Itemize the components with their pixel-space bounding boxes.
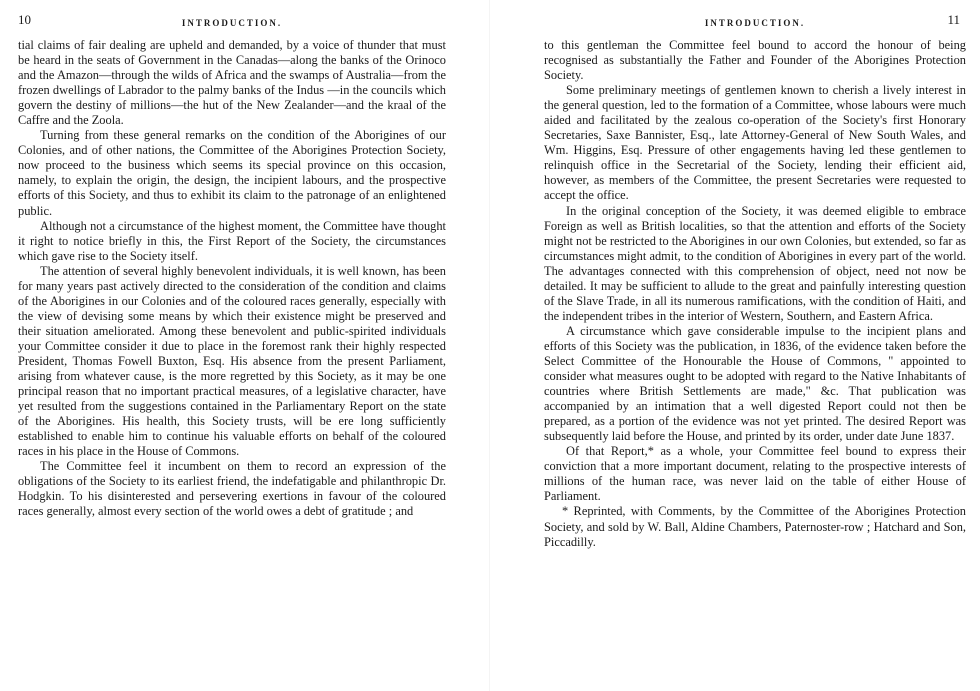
paragraph: The attention of several highly benevolent individuals, it is well known, has been for many years past actively directed to the consideration of the condition and claims of the Aborigines in our Colonies and of the coloured races generally, especially with the view of devising some means by which their existence might be preserved and their situation ameliorated. Among these benevolent and public-spirited individuals your Committee consider it due to place in the foremost rank their highly respected President, Thomas Fowell Buxton, Esq. His absence from the present Parliament, arising from whatever cause, is the more regretted by this Society, as it may be one principal reason that no important practical measures, of a legislative character, have yet resulted from the suggestions contained in the Parliamentary Report on the state of the Aborigines. His health, this Society trusts, will be ere long sufficiently established to enable him to continue his valuable efforts on behalf of the coloured races in his place in the House of Commons. — [18, 263, 446, 459]
left-page-number: 10 — [18, 12, 31, 27]
right-running-head — [544, 8, 966, 30]
paragraph: tial claims of fair dealing are upheld and demanded, by a voice of thunder that must be heard in the seats of Government in the Canadas—along the banks of the Orinoco and the Amazon—through the wilds of Africa and the swamps of Australia—from the frozen dwellings of Labrador to the palmy banks of the Indus —in the councils which govern the destiny of millions—the hut of the New Zealander—and the kraal of the Caffre and the Zoola. — [18, 38, 446, 128]
paragraph: Although not a circumstance of the highest moment, the Committee have thought it right to notice briefly in this, the First Report of the Society, the circumstances which gave rise to the Society itself. — [18, 218, 446, 263]
left-running-title: INTRODUCTION. — [181, 18, 283, 28]
right-page-number: 11 — [947, 12, 960, 27]
footnote: * Reprinted, with Comments, by the Committee of the Aborigines Protection Society, and sold by W. Ball, Aldine Chambers, Paternoster-row ; Hatchard and Son, Piccadilly. — [544, 504, 966, 549]
paragraph: Turning from these general remarks on the condition of the Aborigines of our Colonies, and of other nations, the Committee of the Aborigines Protection Society, now proceed to the business which seems its special province on this occasion, namely, to explain the origin, the design, the incipient labours, and the prospective efforts of this Society, and thus to exhibit its claim to the patronage of an enlightened public. — [18, 128, 446, 218]
paragraph: Of that Report,* as a whole, your Committee feel bound to express their conviction that a more important document, relating to the prospective interests of millions of the human race, was never laid on the table of either House of Parliament. — [544, 444, 966, 504]
paragraph: Some preliminary meetings of gentlemen known to cherish a lively interest in the general question, led to the formation of a Committee, whose labours were much aided and facilitated by the zealous co-operation of the Society's first Honorary Secretaries, Saxe Bannister, Esq., late Attorney-General of New South Wales, and Wm. Higgins, Esq. Pressure of other engagements having led these gentlemen to relinquish office in the Secretarial of the Society, lending their efficient aid, however, as members of the Committee, the present Secretaries were requested to accept the office. — [544, 83, 966, 203]
right-body-text — [544, 38, 966, 550]
paragraph: A circumstance which gave considerable impulse to the incipient plans and efforts of this Society was the publication, in 1836, of the evidence taken before the Select Committee of the Honourable the House of Commons, " appointed to consider what measures ought to be adopted with regard to the Native Inhabitants of countries where British Settlements are made," &c. That publication was accompanied by an intimation that a well digested Report could not then be prepared, as a portion of the evidence was not yet printed. The desired Report was subsequently laid before the House, and printed by its order, under date June 1837. — [544, 323, 966, 444]
right-running-title: INTRODUCTION. — [704, 18, 806, 28]
paragraph: In the original conception of the Society, it was deemed eligible to embrace Foreign as well as British localities, so that the attention and efforts of the Society might not be restricted to the Aborigines in our own Colonies, but extended, so far as circumstances might admit, to the condition of Aborigines in every part of the world. The advantages connected with this comprehension of object, need not now be detailed. It may be sufficient to allude to the great and painfully interesting question of the Slave Trade, in all its numerous ramifications, with the condition of Haiti, and the independent tribes in the interior of Western, Southern, and Eastern Africa. — [544, 203, 966, 323]
right-page — [490, 0, 980, 691]
paragraph: The Committee feel it incumbent on them to record an expression of the obligations of the Society to its earliest friend, the indefatigable and philanthropic Dr. Hodgkin. To his disinterested and persevering exertions in favour of the coloured races generally, almost every section of the world owes a debt of gratitude ; and — [18, 459, 446, 519]
left-running-head — [18, 8, 446, 30]
paragraph: to this gentleman the Committee feel bound to accord the honour of being recognised as substantially the Father and Founder of the Aborigines Protection Society. — [544, 38, 966, 83]
left-body-text — [18, 38, 446, 520]
